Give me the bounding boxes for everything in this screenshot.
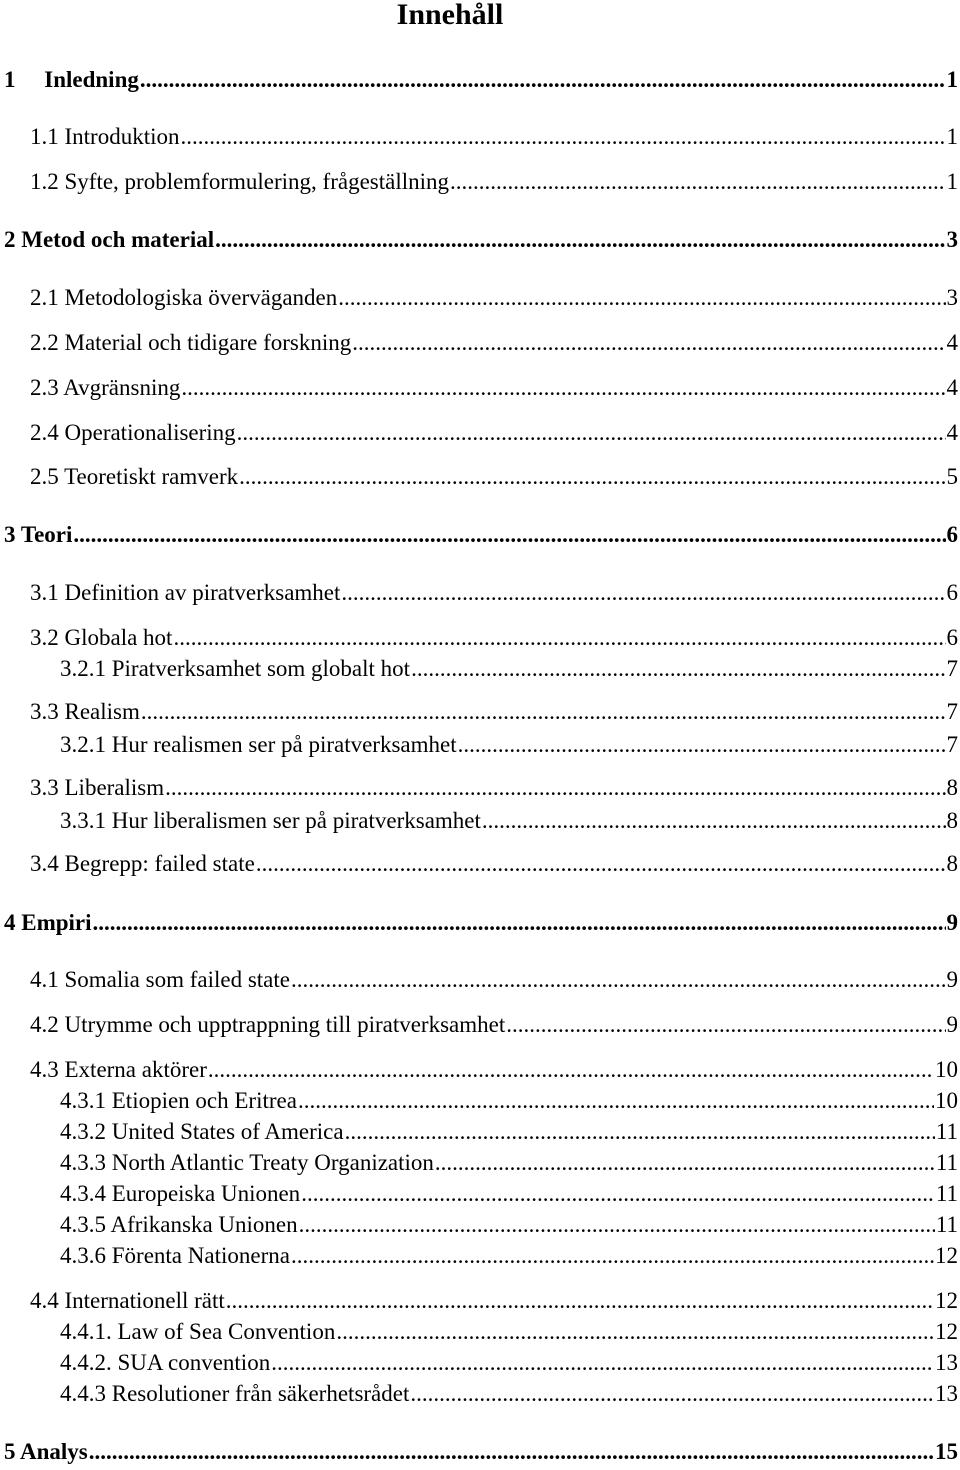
toc-dot-leader: [338, 284, 945, 312]
toc-entry-label: 3.2.1 Hur realismen ser på piratverksamhet: [60, 732, 457, 757]
toc-dot-leader: [173, 624, 945, 652]
toc-entry[interactable]: [30, 419, 958, 447]
toc-dot-leader: [181, 123, 946, 151]
toc-entry[interactable]: [30, 463, 958, 491]
toc-entry-label: 2 Metod och material: [4, 227, 215, 252]
toc-entry[interactable]: [60, 1349, 958, 1377]
toc-page-number: 13: [935, 1350, 958, 1375]
toc-entry-label: 4.3 Externa aktörer: [30, 1057, 207, 1082]
toc-page-number: 3: [946, 227, 958, 252]
toc-dot-leader: [226, 1287, 934, 1315]
toc-entry-label: 4.3.1 Etiopien och Eritrea: [60, 1088, 297, 1113]
toc-page-number: 7: [946, 656, 958, 681]
toc-dot-leader: [271, 1349, 934, 1377]
toc-page-number: 11: [935, 1150, 958, 1175]
toc-entry[interactable]: [30, 774, 958, 802]
toc-page-number: 10: [935, 1088, 958, 1113]
toc-entry[interactable]: [4, 66, 958, 94]
toc-entry[interactable]: [30, 1056, 958, 1084]
toc-dot-leader: [239, 463, 945, 491]
toc-entry-label: 4.4.3 Resolutioner från säkerhetsrådet: [60, 1381, 410, 1406]
toc-dot-leader: [450, 168, 945, 196]
toc-page-number: 5: [946, 464, 958, 489]
toc-page-number: 9: [946, 1012, 958, 1037]
toc-page-number: 12: [935, 1243, 958, 1268]
toc-page-number: 1: [946, 169, 958, 194]
toc-entry[interactable]: [60, 1380, 958, 1408]
toc-entry[interactable]: [4, 521, 958, 549]
toc-entry-label: 4.4.1. Law of Sea Convention: [60, 1319, 336, 1344]
toc-entry-label: 4.1 Somalia som failed state: [30, 967, 290, 992]
toc-entry-label: 3 Teori: [4, 522, 73, 547]
toc-entry-label: 4.4.2. SUA convention: [60, 1350, 271, 1375]
toc-entry[interactable]: [30, 329, 958, 357]
toc-entry[interactable]: [60, 1149, 958, 1177]
toc-entry[interactable]: [60, 1242, 958, 1270]
toc-page-number: 8: [946, 775, 958, 800]
toc-dot-leader: [352, 329, 945, 357]
toc-dot-leader: [165, 774, 945, 802]
toc-dot-leader: [140, 66, 946, 94]
toc-dot-leader: [208, 1056, 934, 1084]
toc-entry[interactable]: [30, 1287, 958, 1315]
toc-dot-leader: [291, 966, 946, 994]
toc-page-number: 10: [935, 1057, 958, 1082]
toc-dot-leader: [410, 1380, 934, 1408]
toc-entry-label: 1.1 Introduktion: [30, 124, 180, 149]
toc-entry-label: 4.2 Utrymme och upptrappning till piratverksamhet: [30, 1012, 506, 1037]
toc-entry[interactable]: [4, 909, 958, 937]
toc-entry[interactable]: [30, 168, 958, 196]
toc-page-number: 4: [946, 330, 958, 355]
toc-entry[interactable]: [30, 1011, 958, 1039]
toc-page-number: 12: [935, 1288, 958, 1313]
toc-entry-label: 2.2 Material och tidigare forskning: [30, 330, 352, 355]
toc-entry[interactable]: [4, 1438, 958, 1466]
toc-entry-label: 3.4 Begrepp: failed state: [30, 851, 255, 876]
toc-dot-leader: [345, 1118, 935, 1146]
toc-dot-leader: [411, 655, 945, 683]
toc-dot-leader: [301, 1180, 935, 1208]
toc-page-number: 9: [946, 910, 958, 935]
toc-entry-label: 2.5 Teoretiskt ramverk: [30, 464, 239, 489]
toc-entry[interactable]: [60, 731, 958, 759]
toc-page-number: 6: [946, 522, 958, 547]
toc-entry-label: 3.1 Definition av piratverksamhet: [30, 580, 341, 605]
toc-entry[interactable]: [30, 624, 958, 652]
toc-entry-label: 1 Inledning: [4, 67, 139, 92]
toc-dot-leader: [291, 1242, 934, 1270]
toc-dot-leader: [89, 1438, 934, 1466]
toc-dot-leader: [298, 1087, 934, 1115]
toc-entry-label: 4.3.4 Europeiska Unionen: [60, 1181, 301, 1206]
toc-entry[interactable]: [60, 807, 958, 835]
toc-entry[interactable]: [60, 1180, 958, 1208]
toc-page-number: 8: [946, 808, 958, 833]
toc-entry[interactable]: [30, 966, 958, 994]
toc-entry-label: 4.3.3 North Atlantic Treaty Organization: [60, 1150, 434, 1175]
toc-page-number: 1: [946, 67, 958, 92]
toc-entry[interactable]: [30, 374, 958, 402]
toc-page-number: 7: [946, 699, 958, 724]
toc-entry-label: 3.2 Globala hot: [30, 625, 173, 650]
toc-entry[interactable]: [60, 1087, 958, 1115]
toc-dot-leader: [256, 850, 946, 878]
toc-entry-label: 2.4 Operationalisering: [30, 420, 236, 445]
toc-dot-leader: [458, 731, 946, 759]
toc-entry[interactable]: [30, 284, 958, 312]
toc-entry[interactable]: [30, 698, 958, 726]
toc-page-number: 6: [946, 625, 958, 650]
toc-entry-label: 4.3.2 United States of America: [60, 1119, 344, 1144]
toc-entry[interactable]: [60, 1211, 958, 1239]
toc-page-number: 6: [946, 580, 958, 605]
toc-entry-label: 2.1 Metodologiska överväganden: [30, 285, 338, 310]
toc-dot-leader: [93, 909, 946, 937]
toc-entry-label: 3.3 Realism: [30, 699, 140, 724]
toc-entry[interactable]: [60, 1318, 958, 1346]
toc-dot-leader: [482, 807, 946, 835]
toc-dot-leader: [215, 226, 945, 254]
toc-page-number: 4: [946, 420, 958, 445]
toc-entry-label: 3.3 Liberalism: [30, 775, 165, 800]
toc-entry[interactable]: [30, 579, 958, 607]
toc-page-number: 7: [946, 732, 958, 757]
toc-entry-label: 3.2.1 Piratverksamhet som globalt hot: [60, 656, 411, 681]
toc-entry[interactable]: [30, 850, 958, 878]
toc-entry[interactable]: [4, 226, 958, 254]
toc-dot-leader: [336, 1318, 934, 1346]
page-title: Innehåll: [396, 0, 504, 31]
toc-page-number: 1: [946, 124, 958, 149]
toc-page-number: 9: [946, 967, 958, 992]
toc-page-number: 11: [935, 1181, 958, 1206]
toc-entry-label: 4.3.5 Afrikanska Unionen: [60, 1212, 298, 1237]
toc-dot-leader: [141, 698, 946, 726]
toc-entry[interactable]: [60, 1118, 958, 1146]
toc-dot-leader: [435, 1149, 935, 1177]
toc-page-number: 15: [935, 1439, 958, 1464]
toc-entry[interactable]: [30, 123, 958, 151]
toc-entry-label: 4 Empiri: [4, 910, 92, 935]
toc-entry-label: 1.2 Syfte, problemformulering, frågeställning: [30, 169, 450, 194]
toc-page-number: 11: [935, 1119, 958, 1144]
toc-dot-leader: [299, 1211, 935, 1239]
toc-page-number: 13: [935, 1381, 958, 1406]
toc-dot-leader: [506, 1011, 945, 1039]
toc-dot-leader: [181, 374, 945, 402]
toc-entry-label: 4.4 Internationell rätt: [30, 1288, 225, 1313]
toc-entry[interactable]: [60, 655, 958, 683]
toc-dot-leader: [341, 579, 945, 607]
toc-entry-label: 2.3 Avgränsning: [30, 375, 181, 400]
toc-entry-label: 5 Analys: [4, 1439, 88, 1464]
toc-dot-leader: [237, 419, 946, 447]
toc-page-number: 4: [946, 375, 958, 400]
toc-entry-label: 3.3.1 Hur liberalismen ser på piratverksamhet: [60, 808, 481, 833]
toc-entry-label: 4.3.6 Förenta Nationerna: [60, 1243, 290, 1268]
toc-page-number: 12: [935, 1319, 958, 1344]
toc-page-number: 11: [935, 1212, 958, 1237]
toc-page-number: 8: [946, 851, 958, 876]
toc-page-number: 3: [946, 285, 958, 310]
toc-dot-leader: [73, 521, 945, 549]
